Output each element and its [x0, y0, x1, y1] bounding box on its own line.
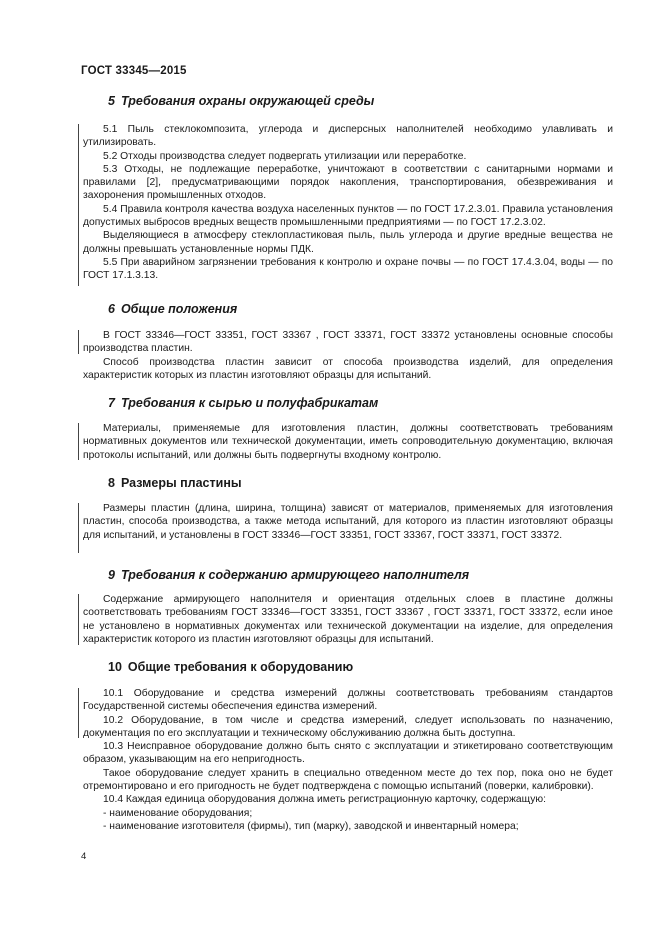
section-10-body — [83, 687, 613, 833]
section-10-title — [108, 660, 353, 674]
paragraph: Способ производства пластин зависит от способа производства изделий, для определения характеристик которых из пластин изготовляют образцы для испытаний. — [83, 356, 613, 381]
paragraph: Содержание армирующего наполнителя и ориентация отдельных слоев в пластине должны соответствовать требованиям ГОСТ 33346—ГОСТ 33351, ГОСТ 33367 , ГОСТ 33371, ГОСТ 33372, если иное не установлено в нормативных документах или технической документации на изделие, для определения характеристик которого из пластин изготовляют образцы для испытаний. — [83, 594, 613, 645]
change-bar — [78, 503, 79, 553]
paragraph: 5.4 Правила контроля качества воздуха населенных пунктов — по ГОСТ 17.2.3.01. Правила установления допустимых выбросов вредных веществ промышленными предприятиями — по ГОСТ 17.2.3.02. — [83, 203, 613, 229]
section-heading: Требования охраны окружающей среды — [120, 94, 375, 108]
paragraph: 5.1 Пыль стеклокомпозита, углерода и дисперсных наполнителей необходимо улавливать и утилизировать. — [83, 124, 613, 149]
section-9-title — [108, 568, 469, 582]
section-6-title — [108, 302, 237, 316]
section-heading: Требования к сырью и полуфабрикатам — [120, 396, 379, 410]
paragraph: Размеры пластин (длина, ширина, толщина) зависят от материалов, применяемых для изготовления пластин, способа производства, а также метода испытаний, для которого из пластин изготовляют образцы для испытаний, и установлены в ГОСТ 33346—ГОСТ 33351, ГОСТ 33367, ГОСТ 33371, ГОСТ 33372. — [83, 503, 613, 541]
section-7-title — [108, 396, 378, 410]
paragraph: 10.1 Оборудование и средства измерений должны соответствовать требованиям стандартов Государственной системы обеспечения единства измерений. — [83, 688, 613, 713]
change-bar — [78, 688, 79, 738]
section-number: 10 — [108, 660, 122, 674]
document-header: ГОСТ 33345—2015 — [81, 65, 187, 77]
section-number: 6 — [108, 302, 115, 316]
list-item: - наименование оборудования; — [103, 807, 253, 819]
section-heading: Требования к содержанию армирующего наполнителя — [120, 568, 470, 582]
change-bar — [78, 594, 79, 645]
paragraph: 10.2 Оборудование, в том числе и средства измерений, следует использовать по назначению, документация по его эксплуатации и техническому обслуживанию должна быть доступна. — [83, 714, 613, 739]
paragraph: 5.2 Отходы производства следует подвергать утилизации или переработке. — [103, 150, 467, 162]
section-9-body — [83, 593, 613, 646]
change-bar — [78, 423, 79, 460]
section-number: 5 — [108, 94, 115, 108]
section-heading: Общие положения — [120, 302, 238, 316]
page-number: 4 — [81, 851, 87, 862]
paragraph: В ГОСТ 33346—ГОСТ 33351, ГОСТ 33367 , ГОСТ 33371, ГОСТ 33372 установлены основные способы производства пластин. — [83, 330, 613, 355]
section-6-body — [83, 329, 613, 382]
paragraph: Такое оборудование следует хранить в специально отведенном месте до тех пор, пока оно не будет отремонтировано и его пригодность не будет подтверждена с помощью испытаний (поверки, калибровки). — [83, 767, 613, 793]
section-heading: Общие требования к оборудованию — [127, 660, 354, 674]
paragraph: 10.3 Неисправное оборудование должно быть снято с эксплуатации и этикетировано соответствующим образом, указывающим на его непригодность. — [83, 741, 613, 766]
section-5-body — [83, 123, 613, 283]
paragraph: 10.4 Каждая единица оборудования должна иметь регистрационную карточку, содержащую: — [103, 794, 546, 806]
section-8-body — [83, 502, 613, 542]
paragraph: 5.3 Отходы, не подлежащие переработке, уничтожают в соответствии с санитарными нормами и правилами [2], предусматривающими порядок накопления, транспортирования, обезвреживания и захоронения промышленных отходов. — [83, 163, 613, 202]
section-heading: Размеры пластины — [120, 476, 242, 490]
paragraph: Материалы, применяемые для изготовления пластин, должны соответствовать требованиям нормативных документов или технической документации, иметь сопроводительную документацию, включая протоколы испытаний, или должны быть подвергнуты входному контролю. — [83, 423, 613, 461]
section-number: 9 — [108, 568, 115, 582]
section-8-title — [108, 476, 242, 490]
paragraph: 5.5 При аварийном загрязнении требования к контролю и охране почвы — по ГОСТ 17.4.3.04, воды — по ГОСТ 17.1.3.13. — [83, 256, 613, 282]
section-number: 7 — [108, 396, 115, 410]
paragraph: Выделяющиеся в атмосферу стеклопластиковая пыль, пыль углерода и другие вредные вещества не должны превышать установленные нормы ПДК. — [83, 230, 613, 255]
list-item: - наименование изготовителя (фирмы), тип (марку), заводской и инвентарный номера; — [103, 820, 519, 832]
section-number: 8 — [108, 476, 115, 490]
section-5-title — [108, 94, 374, 108]
change-bar — [78, 124, 79, 286]
change-bar — [78, 330, 79, 354]
section-7-body — [83, 422, 613, 462]
